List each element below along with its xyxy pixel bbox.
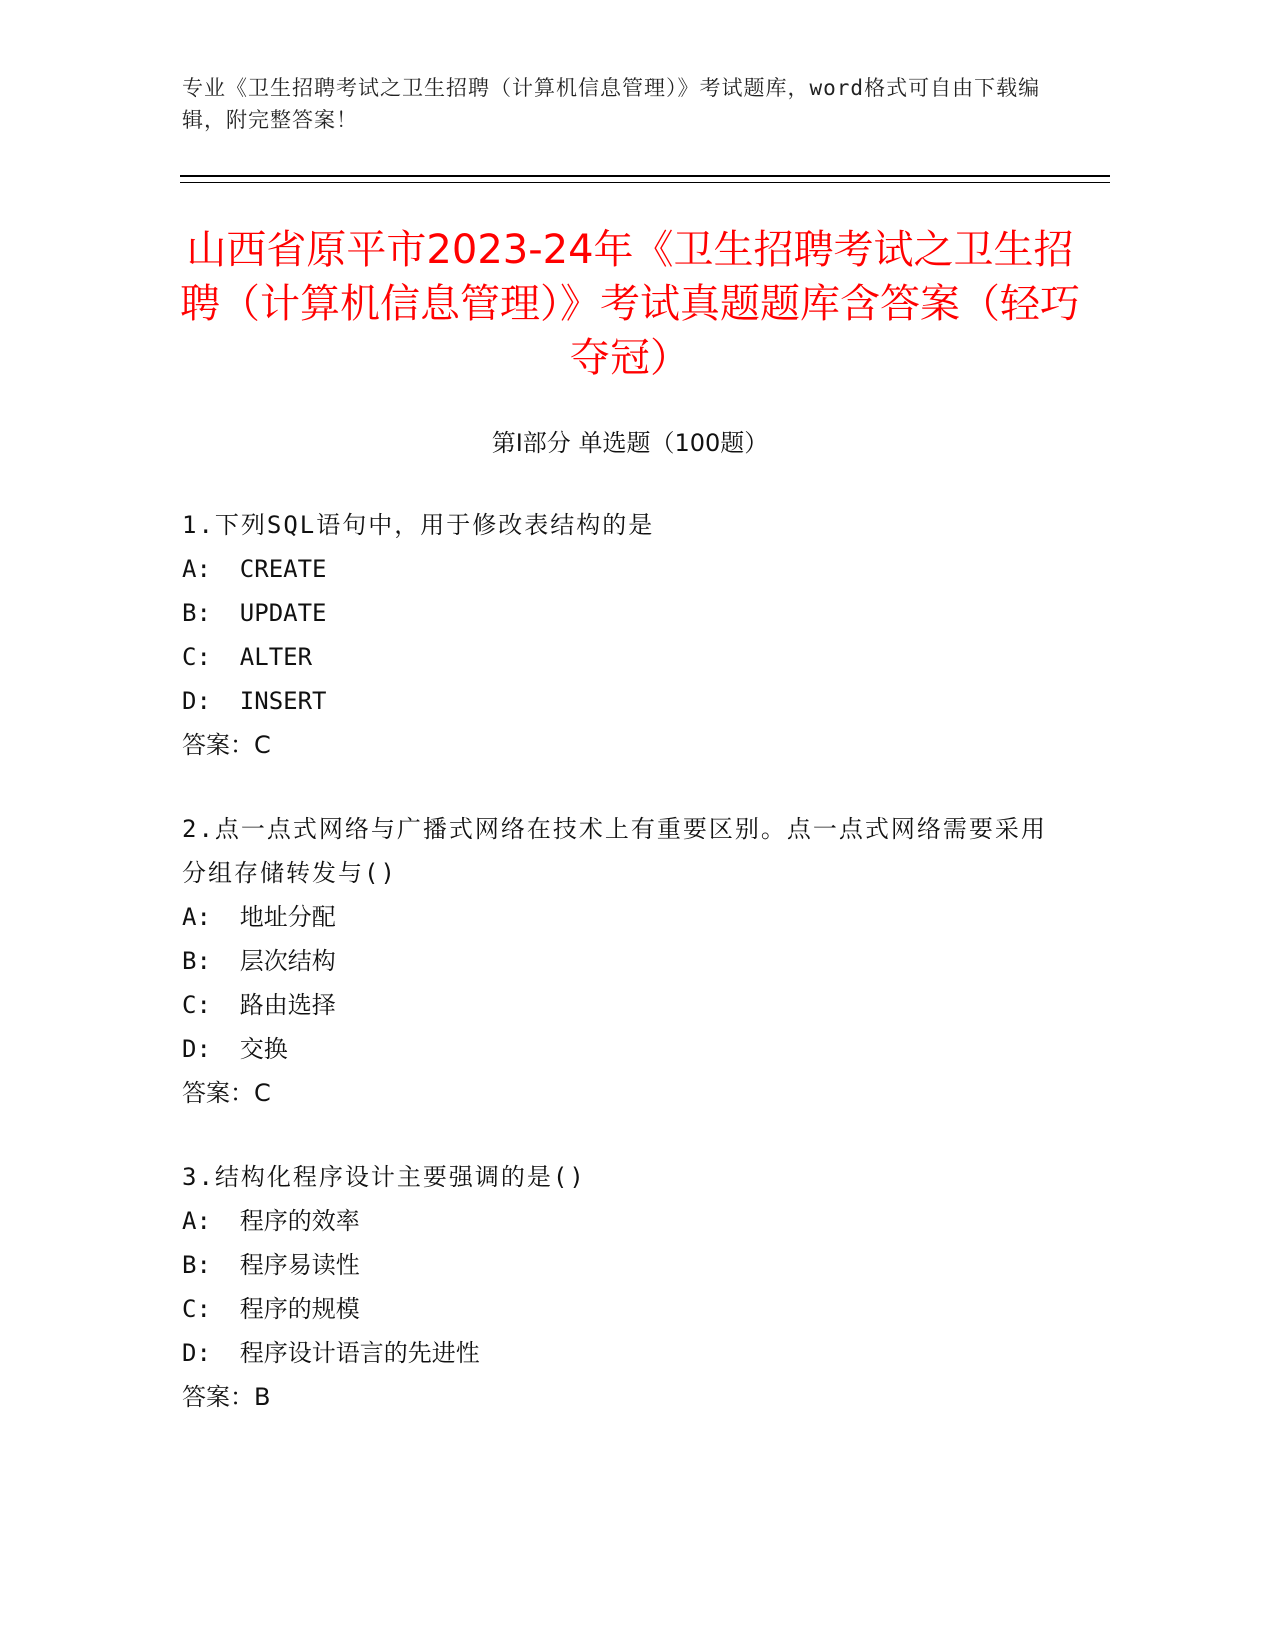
option-b: B: 程序易读性 xyxy=(182,1251,360,1279)
question-1 xyxy=(182,503,1062,767)
option-c: C: ALTER xyxy=(182,643,313,671)
question-stem: 2.点一点式网络与广播式网络在技术上有重要区别。点一点式网络需要采用分组存储转发与() xyxy=(182,815,1047,887)
answer: 答案：C xyxy=(182,731,271,759)
option-a: A: 地址分配 xyxy=(182,903,336,931)
option-b: B: UPDATE xyxy=(182,599,327,627)
answer: 答案：C xyxy=(182,1079,271,1107)
question-2 xyxy=(182,807,1062,1115)
option-c: C: 程序的规模 xyxy=(182,1295,360,1323)
header-note: 专业《卫生招聘考试之卫生招聘（计算机信息管理）》考试题库，word格式可自由下载编辑，附完整答案！ xyxy=(182,76,1041,132)
option-d: D: INSERT xyxy=(182,687,327,715)
option-c: C: 路由选择 xyxy=(182,991,336,1019)
option-a: A: 程序的效率 xyxy=(182,1207,360,1235)
option-b: B: 层次结构 xyxy=(182,947,336,975)
document-title: 山西省原平市2023-24年《卫生招聘考试之卫生招聘（计算机信息管理）》考试真题题库含答案（轻巧夺冠） xyxy=(180,227,1080,381)
section-heading: 第Ⅰ部分 单选题（100题） xyxy=(491,429,769,457)
header-divider-thin xyxy=(180,182,1110,183)
answer: 答案：B xyxy=(182,1383,271,1411)
question-stem: 1.下列SQL语句中，用于修改表结构的是 xyxy=(182,511,655,539)
option-d: D: 交换 xyxy=(182,1035,288,1063)
question-3 xyxy=(182,1155,1062,1419)
header-divider-thick xyxy=(180,175,1110,177)
question-stem: 3.结构化程序设计主要强调的是() xyxy=(182,1163,586,1191)
option-a: A: CREATE xyxy=(182,555,327,583)
option-d: D: 程序设计语言的先进性 xyxy=(182,1339,480,1367)
